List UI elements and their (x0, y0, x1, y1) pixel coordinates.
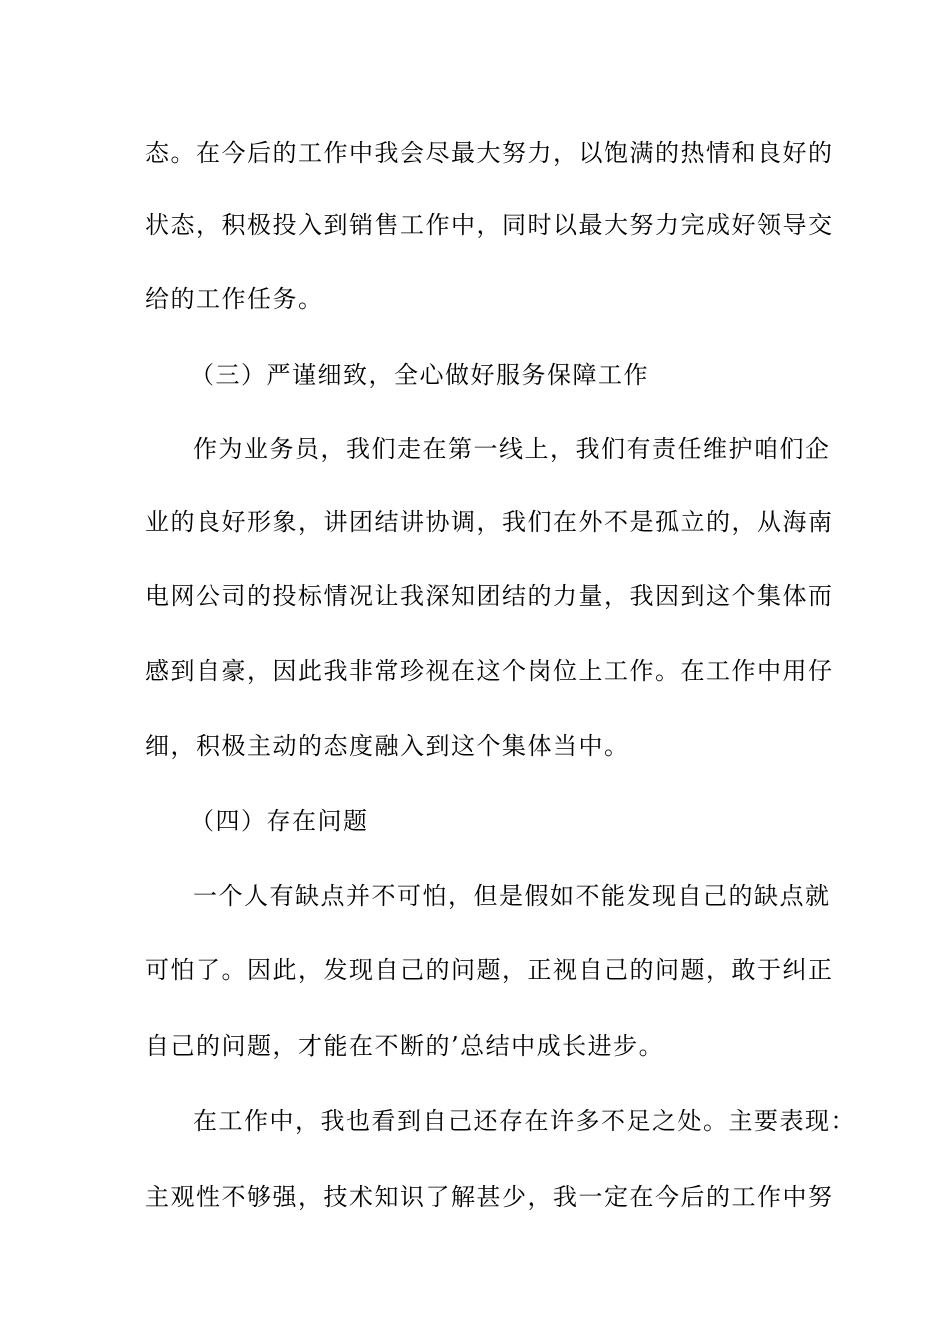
paragraph-line: 态。在今后的工作中我会尽最大努力，以饱满的热情和良好的 (145, 139, 834, 167)
paragraph-line: 可怕了。因此，发现自己的问题，正视自己的问题，敢于纠正 (145, 956, 834, 984)
paragraph-line: 细，积极主动的态度融入到这个集体当中。 (145, 732, 630, 760)
section-heading-4: （四）存在问题 (190, 807, 369, 835)
paragraph-line: 感到自豪，因此我非常珍视在这个岗位上工作。在工作中用仔 (145, 657, 834, 685)
paragraph-line: 作为业务员，我们走在第一线上，我们有责任维护咱们企 (193, 435, 831, 463)
paragraph-line: 状态，积极投入到销售工作中，同时以最大努力完成好领导交 (145, 211, 834, 239)
paragraph-line: 在工作中，我也看到自己还存在许多不足之处。主要表现： (193, 1107, 856, 1135)
paragraph-line: 电网公司的投标情况让我深知团结的力量，我因到这个集体而 (145, 582, 834, 610)
paragraph-line: 业的良好形象，讲团结讲协调，我们在外不是孤立的，从海南 (145, 508, 834, 536)
paragraph-line: 自己的问题，才能在不断的’总结中成长进步。 (145, 1032, 665, 1060)
paragraph-line: 一个人有缺点并不可怕，但是假如不能发现自己的缺点就 (193, 882, 831, 910)
paragraph-line: 给的工作任务。 (145, 285, 324, 313)
paragraph-line: 主观性不够强，技术知识了解甚少，我一定在今后的工作中努 (145, 1183, 834, 1211)
section-heading-3: （三）严谨细致，全心做好服务保障工作 (190, 361, 649, 389)
